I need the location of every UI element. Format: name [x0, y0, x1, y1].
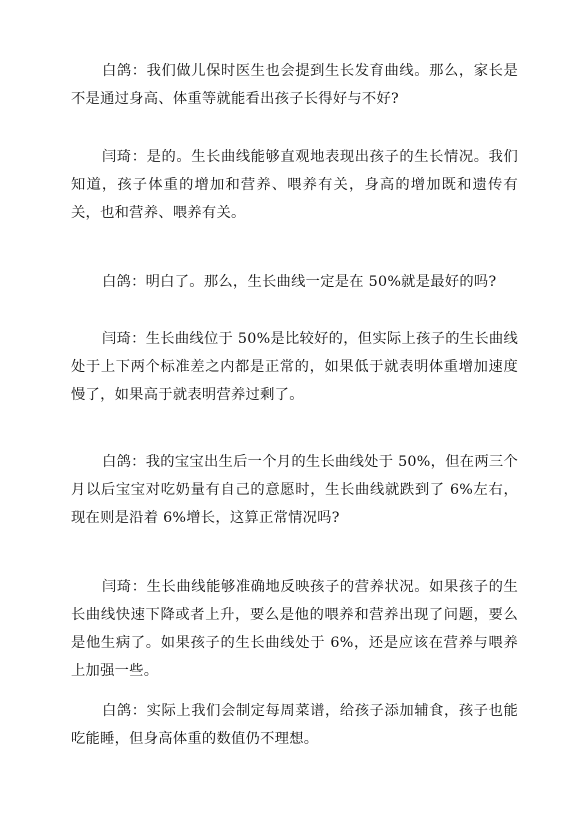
- paragraph-5: 白鸽：我的宝宝出生后一个月的生长曲线处于 50%，但在两三个月以后宝宝对吃奶量有自己的意愿时，生长曲线就跌到了 6%左右，现在则是沿着 6%增长，这算正常情况吗?: [71, 454, 518, 526]
- paragraph-2: 闫琦：是的。生长曲线能够直观地表现出孩子的生长情况。我们知道，孩子体重的增加和营养、喂养有关，身高的增加既和遗传有关，也和营养、喂养有关。: [71, 149, 518, 221]
- paragraph-3: 白鸽：明白了。那么，生长曲线一定是在 50%就是最好的吗?: [102, 274, 497, 290]
- paragraph-7: 白鸽：实际上我们会制定每周菜谱，给孩子添加辅食，孩子也能吃能睡，但身高体重的数值仍不理想。: [71, 703, 518, 747]
- paragraph-6: 闫琦：生长曲线能够准确地反映孩子的营养状况。如果孩子的生长曲线快速下降或者上升，要么是他的喂养和营养出现了问题，要么是他生病了。如果孩子的生长曲线处于 6%，还是应该在营养与喂养上加强一些。: [71, 579, 518, 679]
- paragraph-1: 白鸽：我们做儿保时医生也会提到生长发育曲线。那么，家长是不是通过身高、体重等就能看出孩子长得好与不好?: [71, 63, 518, 107]
- paragraph-4: 闫琦：生长曲线位于 50%是比较好的，但实际上孩子的生长曲线处于上下两个标准差之内都是正常的，如果低于就表明体重增加速度慢了，如果高于就表明营养过剩了。: [71, 331, 518, 403]
